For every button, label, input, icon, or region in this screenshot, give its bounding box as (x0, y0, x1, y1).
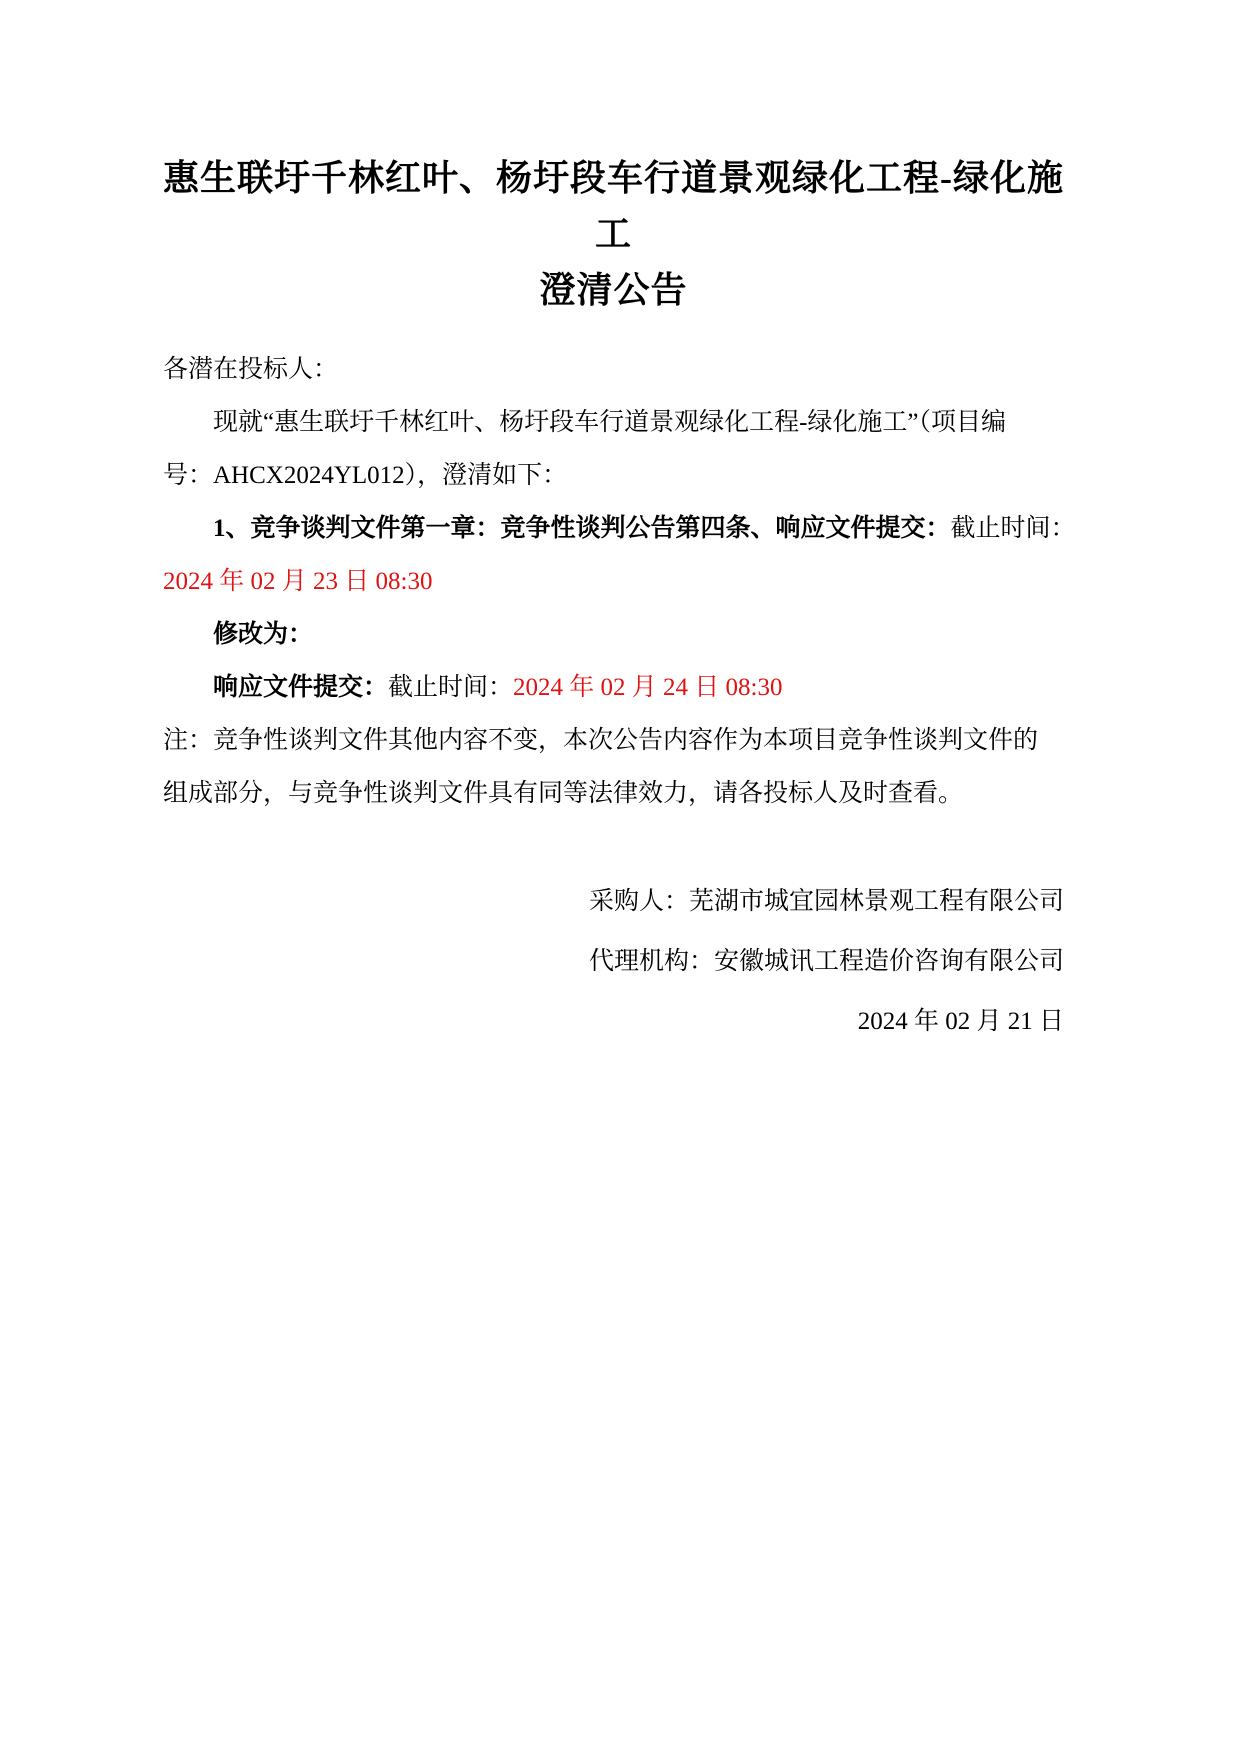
intro-paragraph-line2: 号：AHCX2024YL012），澄清如下： (163, 462, 568, 489)
note-line2: 组成部分，与竞争性谈判文件具有同等法律效力，请各投标人及时查看。 (163, 780, 964, 807)
original-deadline-date: 2024 年 02 月 23 日 08:30 (163, 568, 433, 595)
document-body (163, 343, 1076, 820)
clarification-item-1 (163, 502, 1076, 555)
announcement-date: 2024 年 02 月 21 日 (857, 1008, 1064, 1035)
clarification-item-1-label: 截止时间： (950, 515, 1076, 542)
document-title (163, 150, 1064, 318)
document-title-line1: 惠生联圩千林红叶、杨圩段车行道景观绿化工程-绿化施工 (163, 158, 1064, 254)
document-content (163, 150, 1076, 1052)
note-line1: 注：竞争性谈判文件其他内容不变，本次公告内容作为本项目竞争性谈判文件的 (163, 727, 1039, 754)
modify-to-label: 修改为： (213, 621, 314, 648)
agency-line: 代理机构：安徽城讯工程造价咨询有限公司 (588, 948, 1064, 975)
salutation: 各潜在投标人： (163, 356, 339, 383)
document-title-line2: 澄清公告 (539, 270, 688, 310)
revised-submission-line (163, 661, 1064, 714)
purchaser-line: 采购人：芜湖市城宜园林景观工程有限公司 (588, 888, 1064, 915)
revised-submission-heading: 响应文件提交： (213, 674, 389, 701)
clarification-item-1-heading: 1、竞争谈判文件第一章：竞争性谈判公告第四条、响应文件提交： (213, 515, 951, 542)
intro-paragraph-line1: 现就“惠生联圩千林红叶、杨圩段车行道景观绿化工程-绿化施工”（项目编 (213, 409, 1007, 436)
signature-block (163, 872, 1064, 1052)
revised-deadline-date: 2024 年 02 月 24 日 08:30 (513, 674, 783, 701)
revised-submission-label: 截止时间： (388, 674, 514, 701)
